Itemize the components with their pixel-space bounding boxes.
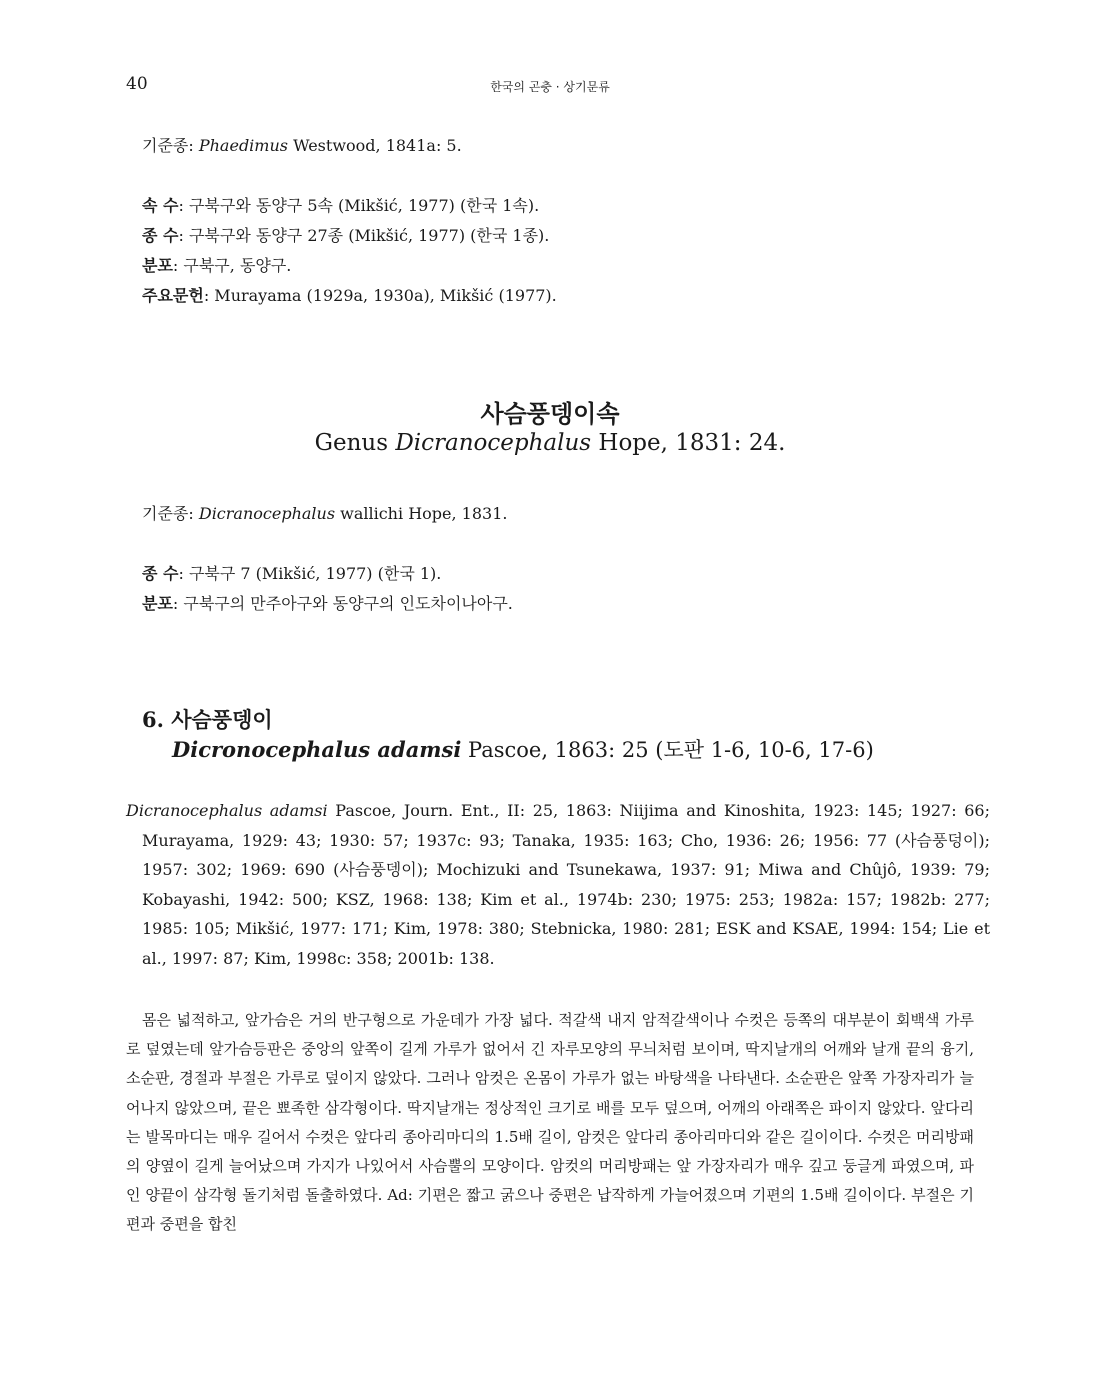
- species-title-korean: 6. 사슴풍뎅이: [142, 707, 273, 732]
- type-species-rest-2: wallichi Hope, 1831.: [335, 504, 508, 523]
- distribution-line: [142, 256, 982, 276]
- running-header: 한국의 곤충 · 상기문류: [490, 80, 610, 94]
- synonymy-scientific-name: Dicranocephalus adamsi: [126, 801, 328, 820]
- description-paragraph: 몸은 넓적하고, 앞가슴은 거의 반구형으로 가운데가 가장 넓다. 적갈색 내지 암적갈색이나 수컷은 등쪽의 대부분이 회백색 가루로 덮였는데 앞가슴등판은 중앙의 앞쪽이 길게 가루가 없어서 긴 자루모양의 무늬처럼 보이며, 딱지날개의 어깨와 날개 끝의 융기, 소순판, 경절과 부절은 가루로 덮이지 않았다. 그러나 암컷은 온몸이 가루가 없는 바탕색을 나타낸다. 소순판은 앞쪽 가장자리가 늘어나지 않았으며, 끝은 뾰족한 삼각형이다. 딱지날개는 정상적인 크기로 배를 모두 덮으며, 어깨의 아래쪽은 파이지 않았다. 앞다리는 발목마디는 매우 길어서 수컷은 앞다리 종아리마디의 1.5배 길이, 암컷은 앞다리 종아리마디와 같은 길이이다. 수컷은 머리방패의 양옆이 길게 늘어났으며 가지가 나있어서 사슴뿔의 모양이다. 암컷의 머리방패는 앞 가장자리가 매우 깊고 둥글게 파였으며, 파인 양끝이 삼각형 돌기처럼 돌출하였다. Ad: 기편은 짧고 굵으나 중편은 납작하게 가늘어졌으며 기편의 1.5배 길이이다. 부절은 기편과 중편을 합친: [126, 1011, 974, 1234]
- species-count-label-2: 종 수: [142, 564, 179, 583]
- type-species-line: [142, 136, 982, 156]
- species-count-label: 종 수: [142, 226, 179, 245]
- species-count-line: [142, 226, 982, 246]
- synonymy-text: Pascoe, Journ. Ent., II: 25, 1863: Niijima and Kinoshita, 1923: 145; 1927: 66; Murayama, 1929: 43; 1930: 57; 1937c: 93; Tanaka, 1935: 163; Cho, 1936: 26; 1956: 77 (사슴풍덩이); 1957: 302; 1969: 690 (사슴풍뎅이); Mochizuki and Tsunekawa, 1937: 91; Miwa and Chûjô, 1939: 79; Kobayashi, 1942: 500; KSZ, 1968: 138; Kim et al., 1974b: 230; 1975: 253; 1982a: 157; 1982b: 277; 1985: 105; Mikšić, 1977: 171; Kim, 1978: 380; Stebnicka, 1980: 281; ESK and KSAE, 1994: 154; Lie et al., 1997: 87; Kim, 1998c: 358; 2001b: 138.: [142, 801, 991, 968]
- type-species-line-2: [142, 504, 982, 524]
- colon-2: :: [188, 504, 199, 523]
- type-species-label-2: 기준종: [142, 504, 189, 523]
- genus-count-text: : 구북구와 동양구 5속 (Mikšić, 1977) (한국 1속).: [178, 196, 540, 215]
- genus-count-label: 속 수: [142, 196, 179, 215]
- type-genus-name-2: Dicranocephalus: [198, 504, 336, 523]
- type-species-label: 기준종: [142, 136, 189, 155]
- page-number: 40: [126, 74, 148, 94]
- species-title-latin: [172, 734, 874, 764]
- references-label: 주요문헌: [142, 286, 204, 305]
- genus-count-line: [142, 196, 982, 216]
- distribution-label-2: 분포: [142, 594, 173, 613]
- distribution-line-2: [142, 594, 982, 614]
- genus-title-korean: 사슴풍뎅이속: [480, 399, 620, 428]
- synonymy-paragraph: [126, 796, 990, 973]
- references-text: : Murayama (1929a, 1930a), Mikšić (1977).: [203, 286, 557, 305]
- genus-author: Hope, 1831: 24.: [591, 430, 786, 456]
- species-author-plates: Pascoe, 1863: 25 (도판 1-6, 10-6, 17-6): [461, 738, 874, 762]
- distribution-text: : 구북구, 동양구.: [172, 256, 292, 275]
- genus-scientific-name: Dicranocephalus: [395, 430, 592, 456]
- references-line: [142, 286, 982, 306]
- type-genus-name: Phaedimus: [198, 136, 288, 155]
- species-count-text: : 구북구와 동양구 27종 (Mikšić, 1977) (한국 1종).: [178, 226, 550, 245]
- distribution-label: 분포: [142, 256, 173, 275]
- colon: :: [188, 136, 199, 155]
- species-count-line-2: [142, 564, 982, 584]
- species-count-text-2: : 구북구 7 (Mikšić, 1977) (한국 1).: [178, 564, 442, 583]
- genus-prefix: Genus: [314, 430, 396, 456]
- genus-title-latin: [0, 430, 1100, 456]
- type-species-rest: Westwood, 1841a: 5.: [287, 136, 462, 155]
- distribution-text-2: : 구북구의 만주아구와 동양구의 인도차이나아구.: [172, 594, 513, 613]
- species-scientific-name: Dicronocephalus adamsi: [172, 737, 462, 762]
